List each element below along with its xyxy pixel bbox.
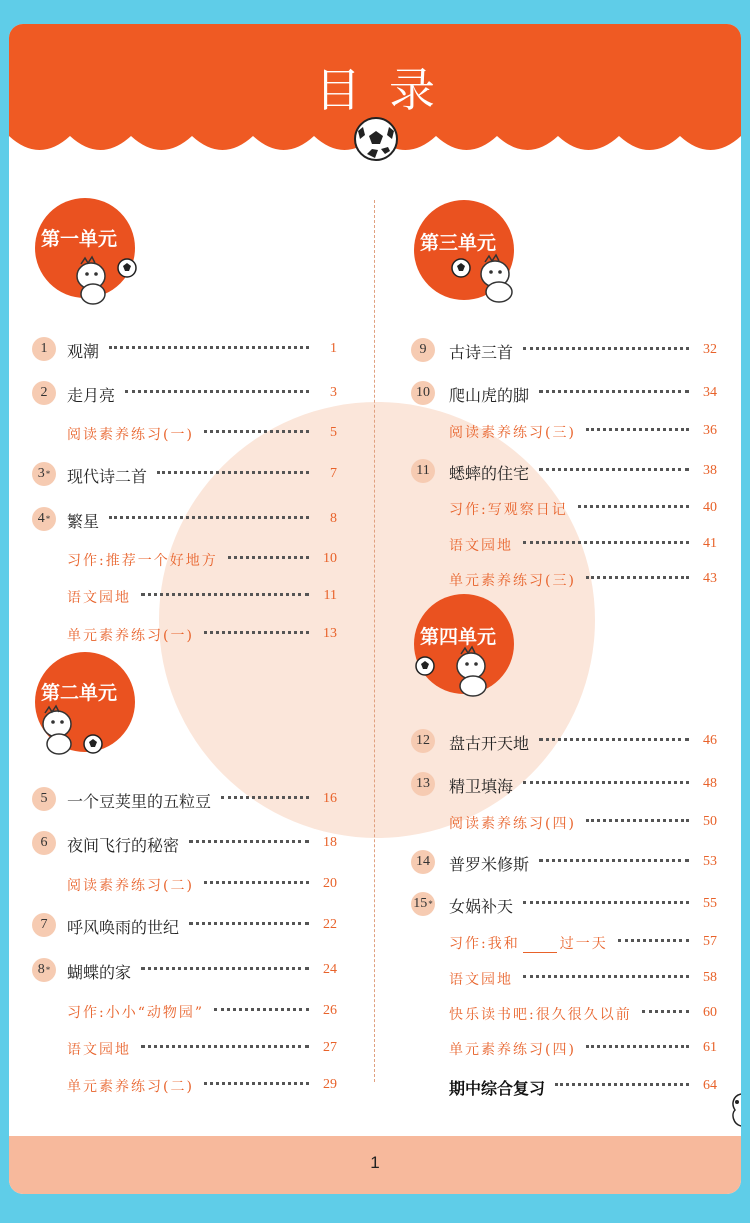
lesson-number: 4 bbox=[37, 511, 45, 526]
entry-title: 蟋蟀的住宅 bbox=[449, 464, 530, 483]
lesson-number-badge bbox=[411, 338, 435, 362]
page-ref: 16 bbox=[323, 791, 337, 806]
dot-leader bbox=[586, 576, 689, 579]
toc-entry[interactable] bbox=[9, 338, 741, 362]
dinosaur-mascot-icon bbox=[413, 644, 503, 700]
page-ref: 53 bbox=[703, 854, 717, 869]
soccer-ball-icon bbox=[353, 116, 399, 162]
page-ref: 60 bbox=[703, 1005, 717, 1020]
optional-mark: * bbox=[45, 469, 51, 479]
dot-leader bbox=[189, 840, 309, 843]
dot-leader bbox=[523, 901, 689, 904]
entry-title: 阅读素养练习(四) bbox=[449, 816, 576, 832]
entry-title: 蝴蝶的家 bbox=[67, 963, 132, 982]
page-ref: 29 bbox=[323, 1077, 337, 1092]
entry-title: 阅读素养练习(一) bbox=[67, 427, 194, 443]
dot-leader bbox=[141, 593, 309, 596]
page-ref: 38 bbox=[703, 463, 717, 478]
page-ref: 50 bbox=[703, 814, 717, 829]
unit-label: 第一单元 bbox=[41, 228, 118, 250]
dot-leader bbox=[586, 428, 689, 431]
dot-leader bbox=[555, 1083, 689, 1086]
page-ref: 32 bbox=[703, 342, 717, 357]
entry-title: 普罗米修斯 bbox=[449, 855, 530, 874]
unit-label: 第三单元 bbox=[420, 232, 497, 254]
page-ref: 13 bbox=[323, 626, 337, 641]
toc-entry[interactable] bbox=[9, 850, 741, 874]
entry-title: 语文园地 bbox=[67, 590, 131, 606]
optional-mark: * bbox=[45, 965, 51, 975]
dot-leader bbox=[523, 347, 689, 350]
fill-in-blank bbox=[523, 939, 557, 953]
page-ref: 26 bbox=[323, 1003, 337, 1018]
entry-title: 盘古开天地 bbox=[449, 734, 530, 753]
entry-title: 单元素养练习(四) bbox=[449, 1042, 576, 1058]
toc-entry[interactable] bbox=[9, 567, 741, 591]
dot-leader bbox=[523, 975, 689, 978]
page-ref: 55 bbox=[703, 896, 717, 911]
entry-title: 单元素养练习(二) bbox=[67, 1079, 194, 1095]
lesson-number: 13 bbox=[416, 776, 430, 791]
unit-label: 第二单元 bbox=[41, 682, 118, 704]
page-ref: 3 bbox=[330, 385, 337, 400]
entry-title: 呼风唤雨的世纪 bbox=[67, 918, 180, 937]
entry-title: 一个豆荚里的五粒豆 bbox=[67, 792, 212, 811]
page-ref: 8 bbox=[330, 511, 337, 526]
lesson-number: 12 bbox=[416, 733, 430, 748]
page-ref: 58 bbox=[703, 970, 717, 985]
dot-leader bbox=[523, 781, 689, 784]
toc-entry[interactable] bbox=[9, 810, 741, 834]
toc-entry[interactable] bbox=[9, 622, 741, 646]
dot-leader bbox=[586, 819, 689, 822]
toc-entry[interactable] bbox=[9, 532, 741, 556]
page-ref: 1 bbox=[330, 341, 337, 356]
toc-entry[interactable] bbox=[9, 966, 741, 990]
toc-entry[interactable] bbox=[9, 892, 741, 916]
dot-leader bbox=[523, 541, 689, 544]
entry-title: 夜间飞行的秘密 bbox=[67, 836, 180, 855]
entry-title: 单元素养练习(一) bbox=[67, 628, 194, 644]
footer-bar bbox=[9, 1136, 741, 1194]
lesson-number: 7 bbox=[40, 917, 48, 932]
toc-entry[interactable] bbox=[9, 1001, 741, 1025]
lesson-number-badge bbox=[411, 729, 435, 753]
lesson-number: 1 bbox=[40, 341, 48, 356]
entry-title: 阅读素养练习(二) bbox=[67, 878, 194, 894]
entry-title: 古诗三首 bbox=[449, 343, 514, 362]
lesson-number: 6 bbox=[40, 835, 48, 850]
cartoon-figure-icon bbox=[727, 1090, 741, 1130]
page-number: 1 bbox=[370, 1153, 380, 1172]
dot-leader bbox=[586, 1045, 689, 1048]
page-ref: 7 bbox=[330, 466, 337, 481]
entry-title-part: 习作:我和 bbox=[449, 936, 520, 952]
entry-title: 单元素养练习(三) bbox=[449, 573, 576, 589]
page-ref: 43 bbox=[703, 571, 717, 586]
dot-leader bbox=[539, 738, 689, 741]
unit-label: 第四单元 bbox=[420, 626, 497, 648]
entry-title: 习作:小小“动物园” bbox=[67, 1005, 205, 1021]
page-ref: 36 bbox=[703, 423, 717, 438]
dinosaur-mascot-icon bbox=[69, 254, 139, 306]
page-ref: 40 bbox=[703, 500, 717, 515]
page-ref: 64 bbox=[703, 1078, 717, 1093]
page-ref: 46 bbox=[703, 733, 717, 748]
lesson-number: 14 bbox=[416, 854, 430, 869]
entry-title: 现代诗二首 bbox=[67, 467, 148, 486]
dot-leader bbox=[189, 922, 309, 925]
entry-title: 语文园地 bbox=[67, 1042, 131, 1058]
page-ref: 18 bbox=[323, 835, 337, 850]
page-ref: 22 bbox=[323, 917, 337, 932]
entry-title: 女娲补天 bbox=[449, 897, 514, 916]
toc-entry[interactable] bbox=[9, 459, 741, 483]
page-ref: 5 bbox=[330, 425, 337, 440]
toc-entry[interactable] bbox=[9, 496, 741, 520]
dinosaur-mascot-icon bbox=[449, 252, 529, 308]
entry-title: 阅读素养练习(三) bbox=[449, 425, 576, 441]
page-ref: 20 bbox=[323, 876, 337, 891]
page-ref: 34 bbox=[703, 385, 717, 400]
lesson-number-badge bbox=[411, 892, 435, 916]
page-ref: 41 bbox=[703, 536, 717, 551]
lesson-number-badge bbox=[411, 459, 435, 483]
page-ref: 57 bbox=[703, 934, 717, 949]
toc-entry[interactable] bbox=[9, 729, 741, 753]
optional-mark: * bbox=[45, 514, 51, 524]
dot-leader bbox=[204, 631, 309, 634]
entry-title: 习作:写观察日记 bbox=[449, 502, 568, 518]
lesson-number: 3 bbox=[37, 466, 45, 481]
dot-leader bbox=[539, 390, 689, 393]
entry-title: 爬山虎的脚 bbox=[449, 386, 530, 405]
entry-title: 语文园地 bbox=[449, 972, 513, 988]
toc-entry[interactable] bbox=[9, 381, 741, 405]
dot-leader bbox=[618, 939, 689, 942]
entry-title: 语文园地 bbox=[449, 538, 513, 554]
lesson-number: 10 bbox=[416, 385, 430, 400]
entry-title bbox=[449, 933, 608, 953]
page-ref: 27 bbox=[323, 1040, 337, 1055]
lesson-number: 11 bbox=[416, 463, 430, 478]
page-ref: 11 bbox=[323, 588, 337, 603]
dot-leader bbox=[642, 1010, 689, 1013]
entry-title: 走月亮 bbox=[67, 386, 116, 405]
toc-entry[interactable] bbox=[9, 772, 741, 796]
page-ref: 61 bbox=[703, 1040, 717, 1055]
entry-title: 观潮 bbox=[67, 342, 100, 361]
lesson-number-badge bbox=[411, 850, 435, 874]
page-title: 目录 bbox=[315, 63, 463, 117]
dot-leader bbox=[204, 881, 309, 884]
lesson-number-badge bbox=[411, 772, 435, 796]
entry-title: 精卫填海 bbox=[449, 777, 514, 796]
lesson-number-badge bbox=[411, 381, 435, 405]
dot-leader bbox=[539, 468, 689, 471]
dot-leader bbox=[221, 796, 309, 799]
lesson-number: 15 bbox=[413, 896, 428, 911]
page-ref: 24 bbox=[323, 962, 337, 977]
lesson-number: 2 bbox=[40, 385, 48, 400]
entry-title: 快乐读书吧:很久很久以前 bbox=[449, 1007, 632, 1023]
lesson-number: 5 bbox=[40, 791, 48, 806]
toc-page bbox=[9, 24, 741, 1194]
page-ref: 10 bbox=[323, 551, 337, 566]
entry-title-part: 过一天 bbox=[559, 936, 608, 952]
dot-leader bbox=[539, 859, 689, 862]
toc-entry[interactable] bbox=[9, 1074, 741, 1098]
dot-leader bbox=[578, 505, 689, 508]
page-ref: 48 bbox=[703, 776, 717, 791]
lesson-number: 8 bbox=[37, 962, 45, 977]
toc-entry[interactable] bbox=[9, 1036, 741, 1060]
entry-title: 期中综合复习 bbox=[449, 1079, 546, 1098]
lesson-number: 9 bbox=[419, 342, 427, 357]
toc-entry[interactable] bbox=[9, 930, 741, 954]
dot-leader bbox=[228, 556, 309, 559]
entry-title: 习作:推荐一个好地方 bbox=[67, 553, 218, 569]
optional-mark: * bbox=[428, 899, 433, 909]
entry-title: 繁星 bbox=[67, 512, 100, 531]
toc-entry[interactable] bbox=[9, 419, 741, 443]
